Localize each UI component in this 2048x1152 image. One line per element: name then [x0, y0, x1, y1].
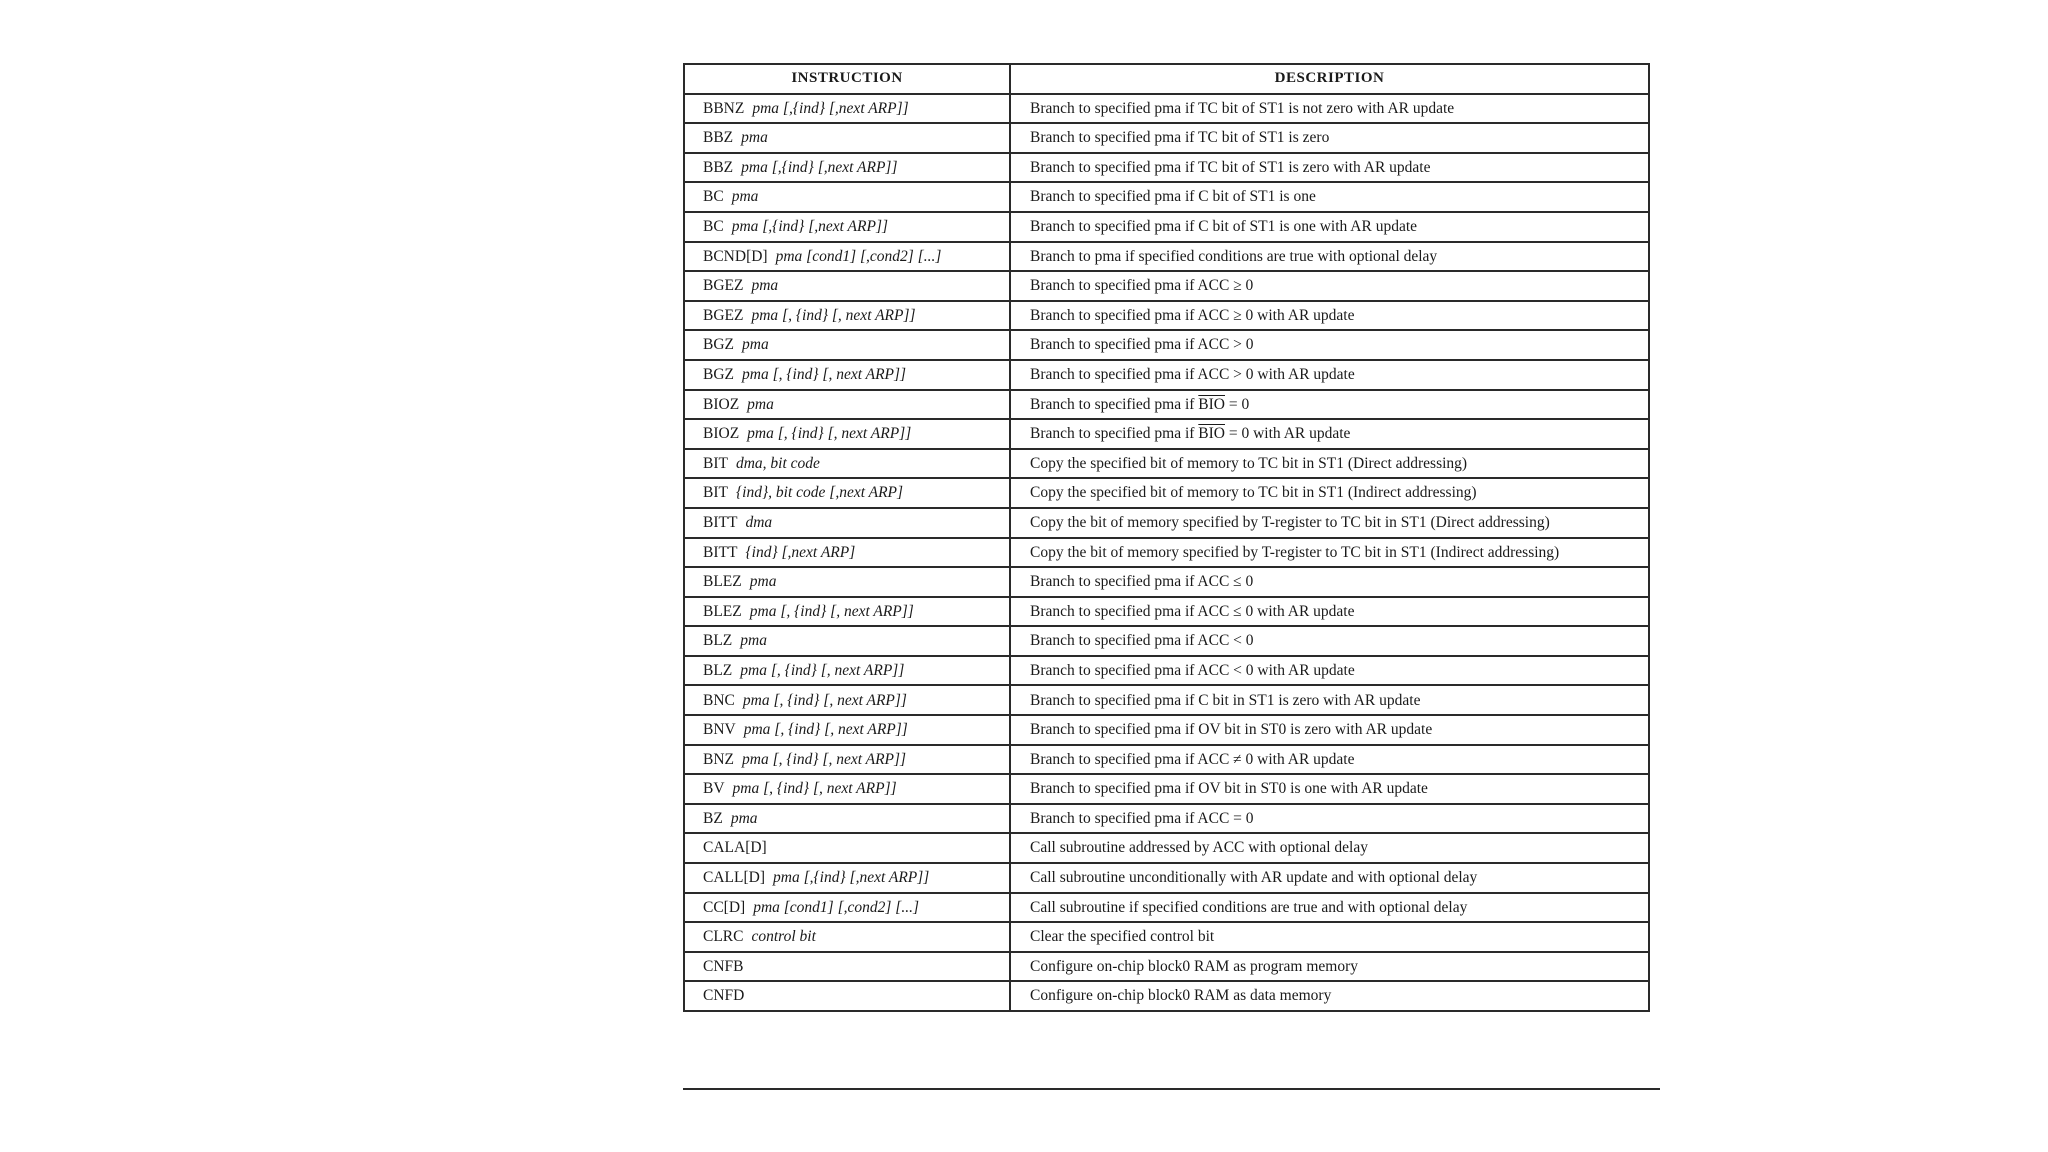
description-text: Branch to specified pma if ACC > 0 [1030, 336, 1254, 354]
mnemonic: BITT [703, 513, 738, 531]
operands: {ind} [,next ARP] [745, 543, 856, 561]
table-row [684, 478, 1649, 508]
operands: pma [, {ind} [, next ARP]] [740, 661, 905, 679]
mnemonic: BBZ [703, 158, 734, 176]
description-cell [1010, 922, 1649, 952]
instruction-cell [684, 685, 1010, 715]
table-row [684, 182, 1649, 212]
table-row [684, 390, 1649, 420]
description-text: Branch to specified pma if ACC ≥ 0 [1030, 277, 1254, 295]
operands: {ind}, bit code [,next ARP] [735, 484, 904, 502]
description-cell [1010, 94, 1649, 124]
instruction-cell [684, 508, 1010, 538]
description-text: Call subroutine addressed by ACC with optional delay [1030, 839, 1368, 857]
description-cell [1010, 804, 1649, 834]
description-cell [1010, 449, 1649, 479]
instruction-cell [684, 893, 1010, 923]
table-row [684, 745, 1649, 775]
instruction-cell [684, 626, 1010, 656]
signal-overbar: $\overline{BIO}$ [1198, 425, 1225, 443]
operands: pma [740, 632, 767, 650]
description-cell [1010, 508, 1649, 538]
mnemonic: BIT [703, 454, 728, 472]
description-text: Copy the bit of memory specified by T-register to TC bit in ST1 (Indirect addressing) [1030, 543, 1560, 561]
mnemonic: BLEZ [703, 602, 742, 620]
description-text: Branch to specified pma if TC bit of ST1 is zero with AR update [1030, 158, 1431, 176]
instruction-cell [684, 478, 1010, 508]
description-cell [1010, 715, 1649, 745]
mnemonic: BNV [703, 721, 736, 739]
description-text: Branch to specified pma if ACC = 0 [1030, 809, 1254, 827]
table-row [684, 685, 1649, 715]
operands: pma [, {ind} [, next ARP]] [742, 750, 907, 768]
mnemonic: BITT [703, 543, 738, 561]
mnemonic: BLEZ [703, 573, 742, 591]
description-cell [1010, 182, 1649, 212]
table-row [684, 656, 1649, 686]
description-cell [1010, 301, 1649, 331]
mnemonic: BIOZ [703, 395, 740, 413]
instruction-cell [684, 922, 1010, 952]
description-text: Branch to specified pma if C bit in ST1 is zero with AR update [1030, 691, 1421, 709]
instruction-cell [684, 597, 1010, 627]
instruction-cell [684, 567, 1010, 597]
instruction-cell [684, 182, 1010, 212]
operands: pma [, {ind} [, next ARP]] [742, 365, 907, 383]
table-body [684, 94, 1649, 1011]
table-row [684, 715, 1649, 745]
mnemonic: CALL[D] [703, 869, 765, 887]
description-cell [1010, 360, 1649, 390]
description-text: Clear the specified control bit [1030, 928, 1215, 946]
table-row [684, 242, 1649, 272]
mnemonic: CLRC [703, 928, 744, 946]
operands: pma [,{ind} [,next ARP]] [773, 869, 930, 887]
instruction-cell [684, 94, 1010, 124]
operands: pma [747, 395, 774, 413]
description-cell [1010, 863, 1649, 893]
instruction-cell [684, 301, 1010, 331]
description-cell [1010, 153, 1649, 183]
description-cell [1010, 626, 1649, 656]
table-row [684, 538, 1649, 568]
description-text: Branch to specified pma if ACC ≤ 0 [1030, 573, 1254, 591]
mnemonic: BC [703, 218, 724, 236]
description-cell [1010, 538, 1649, 568]
instruction-table [683, 63, 1650, 1012]
table-row [684, 449, 1649, 479]
signal-overbar: $\overline{BIO}$ [1198, 395, 1225, 413]
description-text: Branch to specified pma if C bit of ST1 is one [1030, 188, 1316, 206]
table-row [684, 626, 1649, 656]
description-text: Copy the specified bit of memory to TC bit in ST1 (Indirect addressing) [1030, 484, 1477, 502]
mnemonic: BGEZ [703, 306, 744, 324]
instruction-cell [684, 212, 1010, 242]
description-text: Branch to specified pma if ACC ≤ 0 with AR update [1030, 602, 1355, 620]
operands: pma [, {ind} [, next ARP]] [742, 691, 907, 709]
mnemonic: BIOZ [703, 425, 740, 443]
operands: pma [,{ind} [,next ARP]] [741, 158, 898, 176]
instruction-cell [684, 745, 1010, 775]
description-cell [1010, 242, 1649, 272]
mnemonic: CC[D] [703, 898, 746, 916]
instruction-cell [684, 833, 1010, 863]
description-text: Branch to specified pma if OV bit in ST0 is one with AR update [1030, 780, 1428, 798]
description-text: Branch to specified pma if ACC ≥ 0 with AR update [1030, 306, 1355, 324]
description-cell [1010, 774, 1649, 804]
table-row [684, 952, 1649, 982]
operands: pma [,{ind} [,next ARP]] [752, 99, 909, 117]
mnemonic: BLZ [703, 632, 733, 650]
table-row [684, 597, 1649, 627]
description-text: Copy the bit of memory specified by T-register to TC bit in ST1 (Direct addressing) [1030, 513, 1550, 531]
instruction-cell [684, 538, 1010, 568]
mnemonic: BLZ [703, 661, 733, 679]
description-cell [1010, 478, 1649, 508]
instruction-cell [684, 360, 1010, 390]
bottom-rule [683, 1088, 1660, 1090]
table-row [684, 774, 1649, 804]
description-cell [1010, 212, 1649, 242]
operands: control bit [751, 928, 816, 946]
mnemonic: BV [703, 780, 725, 798]
mnemonic: BIT [703, 484, 728, 502]
instruction-column-header: INSTRUCTION [684, 64, 1010, 94]
table-row [684, 212, 1649, 242]
instruction-cell [684, 390, 1010, 420]
table-row [684, 981, 1649, 1011]
instruction-cell [684, 774, 1010, 804]
description-cell [1010, 952, 1649, 982]
instruction-cell [684, 271, 1010, 301]
operands: dma [745, 513, 773, 531]
description-cell [1010, 981, 1649, 1011]
description-text: Configure on-chip block0 RAM as data memory [1030, 987, 1332, 1005]
table-row [684, 330, 1649, 360]
description-cell [1010, 685, 1649, 715]
description-text: Branch to specified pma if ACC < 0 with AR update [1030, 661, 1355, 679]
table-row [684, 123, 1649, 153]
description-text: Call subroutine unconditionally with AR update and with optional delay [1030, 869, 1478, 887]
description-cell [1010, 597, 1649, 627]
description-text: = 0 [1225, 395, 1250, 413]
mnemonic: BNC [703, 691, 735, 709]
instruction-cell [684, 242, 1010, 272]
mnemonic: BBZ [703, 129, 734, 147]
mnemonic: BGZ [703, 365, 734, 383]
description-cell [1010, 390, 1649, 420]
table-row [684, 863, 1649, 893]
operands: pma [cond1] [,cond2] [...] [775, 247, 942, 265]
operands: pma [,{ind} [,next ARP]] [731, 218, 889, 236]
description-text: Branch to specified pma if TC bit of ST1 is not zero with AR update [1030, 99, 1455, 117]
table-row [684, 419, 1649, 449]
operands: pma [730, 809, 758, 827]
description-cell [1010, 330, 1649, 360]
table-row [684, 922, 1649, 952]
table-row [684, 153, 1649, 183]
operands: dma, bit code [735, 454, 820, 472]
operands: pma [741, 129, 768, 147]
operands: pma [, {ind} [, next ARP]] [747, 425, 912, 443]
table-row [684, 893, 1649, 923]
description-text: Branch to specified pma if TC bit of ST1 is zero [1030, 129, 1330, 147]
instruction-cell [684, 419, 1010, 449]
operands: pma [731, 188, 759, 206]
description-text: Branch to specified pma if [1030, 395, 1199, 413]
description-text: = 0 with AR update [1225, 425, 1351, 443]
mnemonic: BBNZ [703, 99, 745, 117]
operands: pma [cond1] [,cond2] [...] [753, 898, 919, 916]
table-row [684, 804, 1649, 834]
operands: pma [749, 573, 777, 591]
table-row [684, 360, 1649, 390]
description-cell [1010, 271, 1649, 301]
instruction-cell [684, 863, 1010, 893]
operands: pma [742, 336, 769, 354]
table-row [684, 301, 1649, 331]
mnemonic: BNZ [703, 750, 734, 768]
table-row [684, 833, 1649, 863]
description-text: Branch to specified pma if ACC < 0 [1030, 632, 1254, 650]
operands: pma [, {ind} [, next ARP]] [749, 602, 914, 620]
description-text: Configure on-chip block0 RAM as program memory [1030, 957, 1359, 975]
mnemonic: CNFB [703, 957, 744, 975]
table-header-row [684, 64, 1649, 94]
operands: pma [, {ind} [, next ARP]] [732, 780, 897, 798]
mnemonic: BGZ [703, 336, 734, 354]
description-text: Branch to specified pma if ACC > 0 with AR update [1030, 365, 1355, 383]
description-text: Copy the specified bit of memory to TC bit in ST1 (Direct addressing) [1030, 454, 1468, 472]
mnemonic: CALA[D] [703, 839, 767, 857]
instruction-cell [684, 123, 1010, 153]
instruction-cell [684, 715, 1010, 745]
instruction-cell [684, 952, 1010, 982]
instruction-cell [684, 330, 1010, 360]
instruction-cell [684, 804, 1010, 834]
mnemonic: BZ [703, 809, 723, 827]
mnemonic: BC [703, 188, 724, 206]
description-text: Branch to specified pma if [1030, 425, 1199, 443]
instruction-cell [684, 449, 1010, 479]
description-cell [1010, 419, 1649, 449]
description-text: Branch to specified pma if ACC ≠ 0 with AR update [1030, 750, 1355, 768]
operands: pma [, {ind} [, next ARP]] [743, 721, 908, 739]
description-cell [1010, 656, 1649, 686]
instruction-table-container [683, 63, 1648, 1012]
description-text: Branch to pma if specified conditions are true with optional delay [1030, 247, 1438, 265]
description-text: Call subroutine if specified conditions are true and with optional delay [1030, 898, 1468, 916]
mnemonic: BCND[D] [703, 247, 768, 265]
description-text: Branch to specified pma if C bit of ST1 is one with AR update [1030, 218, 1418, 236]
table-row [684, 271, 1649, 301]
description-cell [1010, 123, 1649, 153]
instruction-cell [684, 981, 1010, 1011]
mnemonic: BGEZ [703, 277, 744, 295]
table-row [684, 508, 1649, 538]
table-row [684, 94, 1649, 124]
description-column-header: DESCRIPTION [1010, 64, 1649, 94]
description-cell [1010, 567, 1649, 597]
instruction-cell [684, 153, 1010, 183]
operands: pma [, {ind} [, next ARP]] [751, 306, 916, 324]
description-cell [1010, 745, 1649, 775]
description-text: Branch to specified pma if OV bit in ST0 is zero with AR update [1030, 721, 1433, 739]
instruction-cell [684, 656, 1010, 686]
description-cell [1010, 893, 1649, 923]
table-row [684, 567, 1649, 597]
operands: pma [751, 277, 779, 295]
description-cell [1010, 833, 1649, 863]
mnemonic: CNFD [703, 987, 745, 1005]
